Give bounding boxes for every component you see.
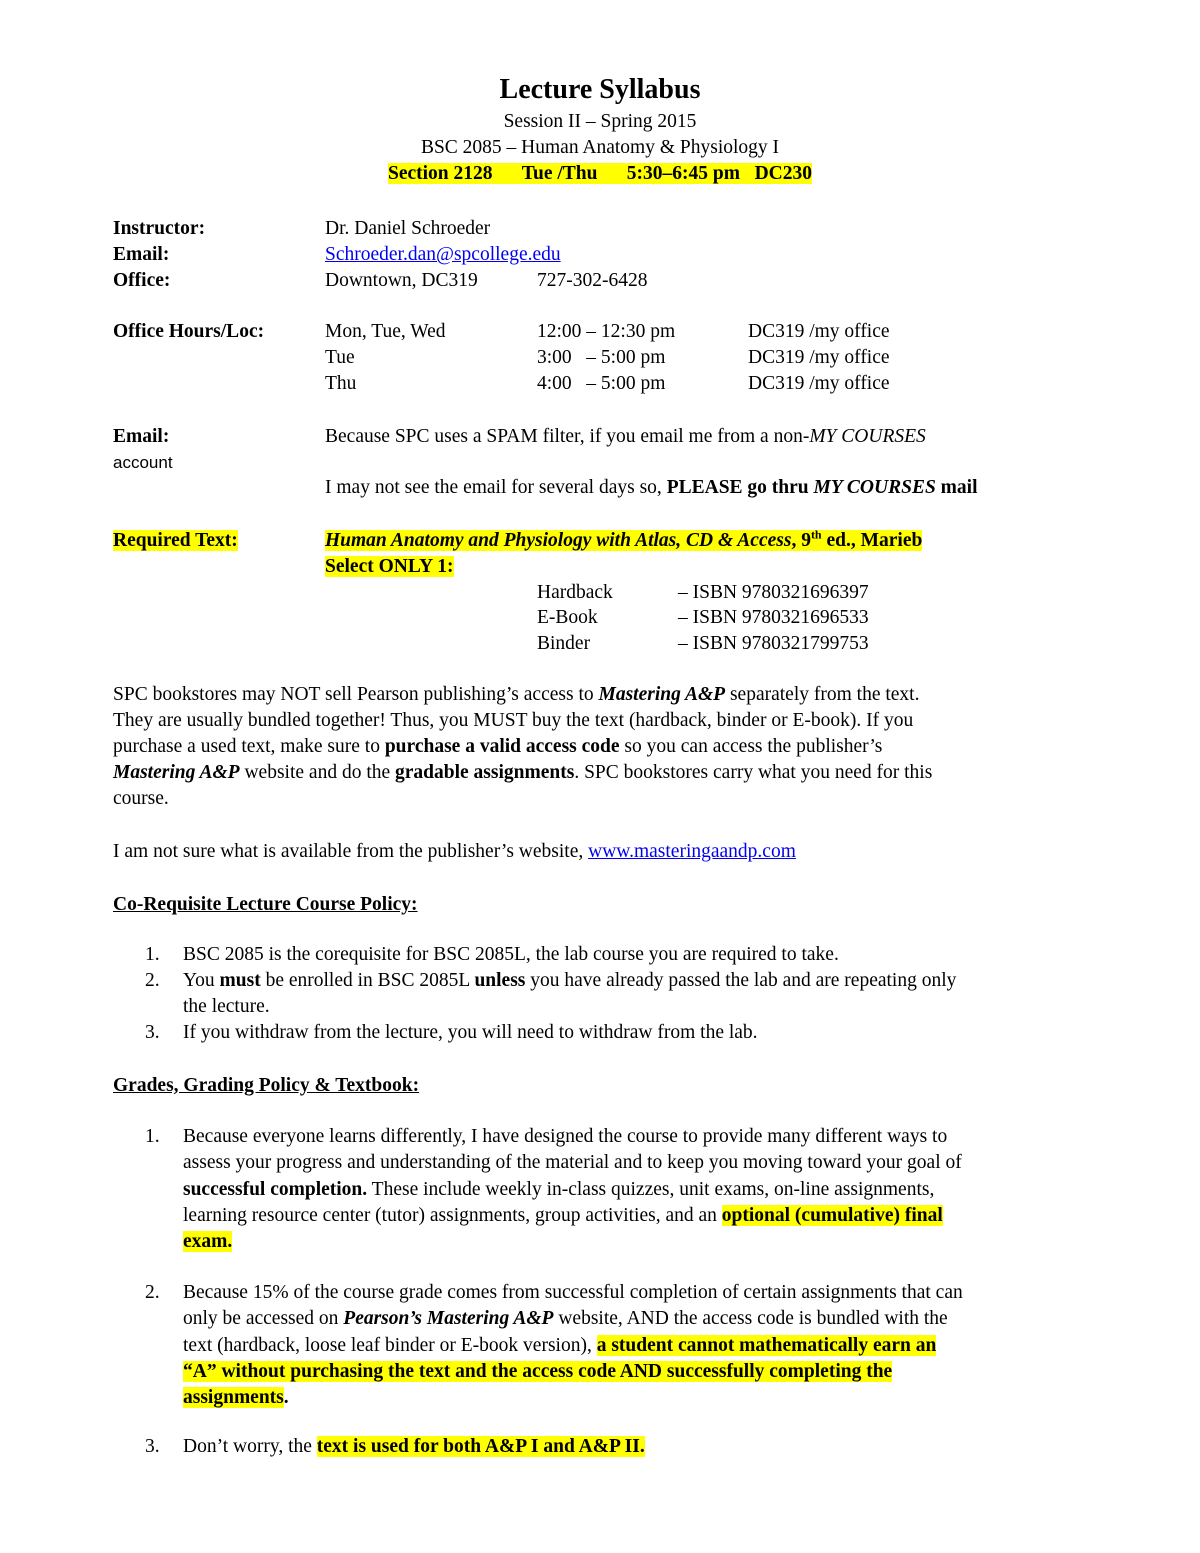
bookstore-paragraph [113,682,1083,812]
syllabus-page: Lecture Syllabus Session II – Spring 2015 BSC 2085 – Human Anatomy & Physiology I Section 2128 Tue /Thu 5:30–6:45 pm DC230 Instructor: Dr. Daniel Schroeder Email: Schroeder.dan@spcollege.edu Office: Downtown, DC319 727-302-6428 Office Hours/Loc: Mon, Tue, Wed 12:00 – 12:30 pm DC319 /my office Tue 3:00 – 5:00 pm DC319 /my office Thu 4:00 – 5:00 pm DC319 /my office Email: account Because SPC uses a SPAM filter, if you email me from a non-MY COURSES I may not see the email for several days so, PLEASE go thru MY COURSES mail Required Text: Human Anatomy and Physiology with Atlas, CD & Access, 9th ed., Marieb Select ONLY 1: Hardback – ISBN 9780321696397 E-Book – ISBN 9780321696533 Binder – ISBN 9780321799753 SPC bookstores may NOT sell Pearson publishing’s access to Mastering A&P separately from the text. They are usually bundled together! Thus, you MUST buy the text (hardback, binder or E-book). If you purchase a used text, make sure to purchase a valid access code so you can access the publisher’s Mastering A&P website and do the gradable assignments. SPC bookstores carry what you need for this course. I am not sure what is available from the publisher’s website, www.masteringaandp.com Co-Requisite Lecture Course Policy: 1. BSC 2085 is the corequisite for BSC 2085L, the lab course you are required to take. 2. You must be enrolled in BSC 2085L unless you have already passed the lab and are repeating only the lecture. 3. If you withdraw from the lecture, you will need to withdraw from the lab. Grades, Grading Policy & Textbook: 1. Because everyone learns differently, I have designed the course to provide many different ways to assess your progress and understanding of the material and to keep you moving toward your goal of successful completion. These include weekly in-class quizzes, unit exams, on-line assignments, learning resource center (tutor) assignments, group activities, and an optional (cumulative) final exam. 2. Because 15% of the course grade comes from successful completion of certain assignments that can only be accessed on Pearson’s Mastering A&P website, AND the access code is bundled with the text (hardback, loose leaf binder or E-book version), a student cannot mathematically earn an “A” without purchasing the text and the access code AND successfully completing the assignments. 3. Don’t worry, the text is used for both A&P I and A&P II. [0,0,1200,1553]
office-hours-time: 3:00 – 5:00 pm [537,347,666,368]
email-link[interactable]: Schroeder.dan@spcollege.edu [325,244,561,265]
book-isbn: – ISBN 9780321696533 [678,607,869,628]
book-isbn: – ISBN 9780321799753 [678,633,869,654]
office-hours-days: Tue [325,347,355,368]
office-hours-days: Mon, Tue, Wed [325,321,446,342]
required-text-title: Human Anatomy and Physiology with Atlas, CD & Access, 9th ed., Marieb [325,527,923,551]
section-room: DC230 [754,163,812,184]
paragraph-line: SPC bookstores may NOT sell Pearson publishing’s access to Mastering A&P separately from the text. [113,684,920,705]
book-format: Hardback [537,582,613,603]
website-line: I am not sure what is available from the publisher’s website, www.masteringaandp.com [113,841,796,862]
office-hours-days: Thu [325,373,357,394]
email-note-line2: I may not see the email for several days so, PLEASE go thru MY COURSES mail [325,477,978,498]
section-highlight [388,163,812,184]
required-text-select: Select ONLY 1: [325,556,454,577]
required-text-label: Required Text: [113,530,238,551]
paragraph-line: Mastering A&P website and do the gradable assignments. SPC bookstores carry what you need for this [113,762,933,783]
office-location: Downtown, DC319 [325,270,478,291]
office-hours-loc: DC319 /my office [748,347,890,368]
book-isbn: – ISBN 9780321696397 [678,582,869,603]
section-time: 5:30–6:45 pm [626,163,740,184]
grades-heading: Grades, Grading Policy & Textbook: [113,1075,420,1096]
book-format: E-Book [537,607,598,628]
page-title: Lecture Syllabus [499,74,701,105]
section-number: Section 2128 [387,163,493,184]
session-line: Session II – Spring 2015 [503,111,697,132]
section-days: Tue /Thu [521,163,598,184]
coreq-heading: Co-Requisite Lecture Course Policy: [113,894,418,915]
paragraph-line: course. [113,788,169,809]
office-phone: 727-302-6428 [537,270,648,291]
email-label: Email: [113,244,170,265]
course-line: BSC 2085 – Human Anatomy & Physiology I [420,137,780,158]
instructor-label: Instructor: [113,218,206,239]
paragraph-line: They are usually bundled together! Thus, you MUST buy the text (hardback, binder or E-book). If you [113,710,914,731]
email-note-sublabel: account [113,453,173,472]
email-note-line1: Because SPC uses a SPAM filter, if you email me from a non-MY COURSES [325,426,926,447]
office-hours-loc: DC319 /my office [748,321,890,342]
publisher-website-link[interactable]: www.masteringaandp.com [588,841,796,862]
email-note-label: Email: [113,426,170,447]
instructor-value: Dr. Daniel Schroeder [325,218,491,239]
book-format: Binder [537,633,591,654]
section-line [0,161,1200,187]
office-hours-time: 4:00 – 5:00 pm [537,373,666,394]
office-hours-label: Office Hours/Loc: [113,321,265,342]
office-label: Office: [113,270,171,291]
paragraph-line: purchase a used text, make sure to purchase a valid access code so you can access the publisher’s [113,736,883,757]
office-hours-time: 12:00 – 12:30 pm [537,321,676,342]
office-hours-loc: DC319 /my office [748,373,890,394]
